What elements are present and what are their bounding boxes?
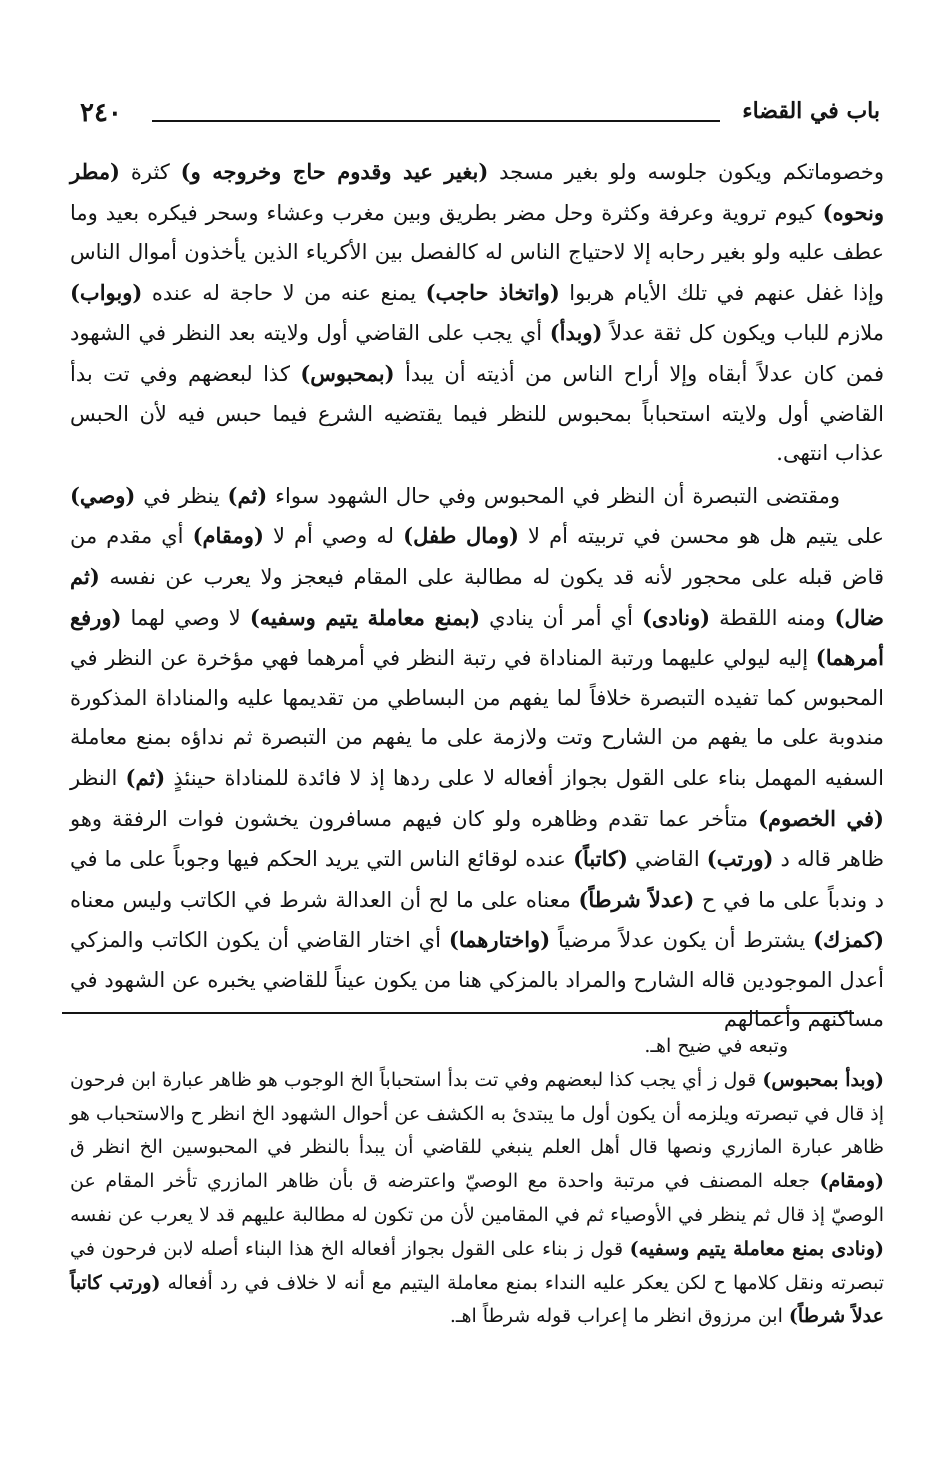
text-run: ابن مرزوق انظر ما إعراب قوله شرطاً اهـ. [449,1305,789,1328]
matn-quote: (وصي) [70,482,136,508]
matn-quote: (ونادى بمنع معاملة يتيم وسفيه) [629,1237,884,1260]
header-rule [152,120,720,122]
footnote-rule [62,1012,854,1014]
matn-quote: (كمزك) [813,927,884,953]
footnote-1: وتبعه في ضيح اهـ. [644,1035,788,1057]
main-paragraph-2 [70,476,884,1040]
text-run: لا وصي لهما [121,605,250,630]
matn-quote: (ثم) [227,482,268,508]
text-run: أي مقدم من قاض قبله على محجور لأنه قد يكون له مطالبة على المقام فيعجز ولا يعرب عن نفسه [70,524,884,589]
matn-quote: (ثم) [125,764,166,790]
matn-quote: (وبدأ بمحبوس) [762,1068,884,1091]
text-run: وخصوماتكم ويكون جلوسه ولو بغير مسجد [488,160,885,184]
text-run: أي أمر أن ينادي [480,605,642,630]
matn-quote: (ومقام) [192,523,264,549]
text-run: قول ز أي يجب كذا لبعضهم وفي تت بدأ استحباباً الخ الوجوب هو ظاهر عبارة ابن فرحون إذ قال في تبصرته ويلزمه أن يكون أول ما يبتدئ به الكشف عن أحوال الشهود الخ انظر ح والاستحباب هو ظاهر عبارة المازري ونصها قال أهل العلم ينبغي للقاضي أن يبدأ بالنظر في المحبوسين الخ انظر ق [70,1068,884,1159]
text-run: قول ز بناء على القول بجواز أفعاله الخ هذا البناء أصله لابن فرحون في تبصرته ونقل كلامها ح لكن يعكر عليه النداء بمنع معاملة اليتيم مع أنه لا خلاف في رد أفعاله [70,1237,884,1294]
page-number: ٢٤٠ [80,98,122,128]
matn-quote: (عدلاً شرطاً) [578,886,695,912]
text-run: ومقتضى التبصرة أن النظر في المحبوس وفي حال الشهود سواء [267,483,840,508]
text-run: إليه ليولي عليهما ورتبة المناداة في رتبة النظر في أمرهما فهي مؤخرة عن النظر في المحبوس كما تفيده التبصرة خلافاً لما يفهم من البساطي من تقديمها عليه والمناداة المذكورة مندوبة على ما يفهم من الشارح وتت ولازمة على ما يفهم من التبصرة ثم نداؤه بمنع معاملة السفيه المهمل بناء على القول بجواز أفعاله لا على ردها إذ لا فائدة للمناداة حينئذٍ [70,646,884,790]
matn-quote: (ومال طفل) [403,523,519,549]
text-run: جعله المصنف في مرتبة واحدة مع الوصيّ واعترضه ق بأن ظاهر المازري تأخر المقام عن الوصيّ إذ قال ثم ينظر في الأوصياء ثم في المقامين لأن من تكون له مطالبة عليهم قد لا يعرب عن نفسه [70,1170,884,1226]
matn-quote: (كاتباً) [573,846,628,872]
text-run: كثرة [120,160,181,184]
text-run: له وصي أم لا [263,524,404,549]
section-title: باب في القضاء [742,98,880,124]
matn-quote: (ورتب كاتباً عدلاً شرطاً) [70,1271,884,1328]
text-run: كيوم تروية وعرفة وكثرة وحل مضر بطريق وبين مغرب وعشاء وسحر فيكره بعيد وما عطف عليه ولو بغير رحابه إلا لاحتياج الناس له كالفصل بين الأكرياء الذين يأخذون أموال الناس وإذا غفل عنهم في تلك الأيام هربوا [70,200,884,305]
matn-quote: (مطر ونحوه) [70,159,884,225]
page-header [72,96,880,136]
matn-quote: (وبواب) [70,279,143,305]
text-run: كذا لبعضهم وفي تت بدأ القاضي أول ولايته استحباباً بمحبوس للنظر فيما يقتضيه الشرع فيما حبس فيه لأن الحبس عذاب انتهى. [70,361,884,466]
text-run: عنده لوقائع الناس التي يريد الحكم فيها وجوباً على ما في د وندباً على ما في ح [70,847,885,912]
text-run: ملازم للباب ويكون كل ثقة عدلاً [602,321,884,346]
matn-quote: (في الخصوم) [758,805,884,831]
footnotes [70,1030,884,1334]
main-paragraph-1 [70,152,884,474]
text-run: ومنه اللقطة [710,605,835,630]
text-run: يمنع عنه من لا حاجة له عنده [142,280,426,305]
text-run: متأخر عما تقدم وظاهره ولو كان فيهم مسافرون يخشون فوات الرفقة وهو ظاهر قاله د [70,806,884,872]
matn-quote: (وبدأ) [549,320,603,346]
text-run: أي يجب على القاضي أول ولايته بعد النظر في الشهود فمن كان عدلاً أبقاه وإلا أراح الناس من أذيته أن يبدأ [70,321,884,386]
text-run: على يتيم هل هو محسن في تربيته أم لا [519,524,884,549]
matn-quote: (واختارهما) [448,927,551,953]
text-run: معناه على ما لح أن العدالة شرط في الكاتب وليس معناه [70,887,579,912]
text-run: ينظر في [135,483,228,508]
text-run: يشترط أن يكون عدلاً مرضياً [550,928,814,953]
text-run: القاضي [627,847,707,872]
matn-quote: (ومقام) [819,1170,884,1193]
matn-quote: (بمحبوس) [300,360,395,386]
text-run: النظر [70,765,126,790]
text-run: أي اختار القاضي أن يكون الكاتب والمزكي أعدل الموجودين قاله الشارح والمراد بالمزكي هنا من يكون عيناً للقاضي يخبره عن الشهود في مساكنهم وأعمالهم [70,928,884,1032]
matn-quote: (ورتب) [706,846,774,872]
matn-quote: (بمنع معاملة يتيم وسفيه) [249,604,481,630]
matn-quote: (ورفع أمرهما) [70,604,884,671]
matn-quote: (واتخاذ حاجب) [425,279,560,305]
matn-quote: (ثم ضال) [70,563,884,630]
matn-quote: (بغير عيد وقدوم حاج وخروجه و) [180,159,489,184]
main-text [70,152,884,1040]
matn-quote: (ونادى) [642,604,711,630]
footnote-2 [70,1064,884,1334]
